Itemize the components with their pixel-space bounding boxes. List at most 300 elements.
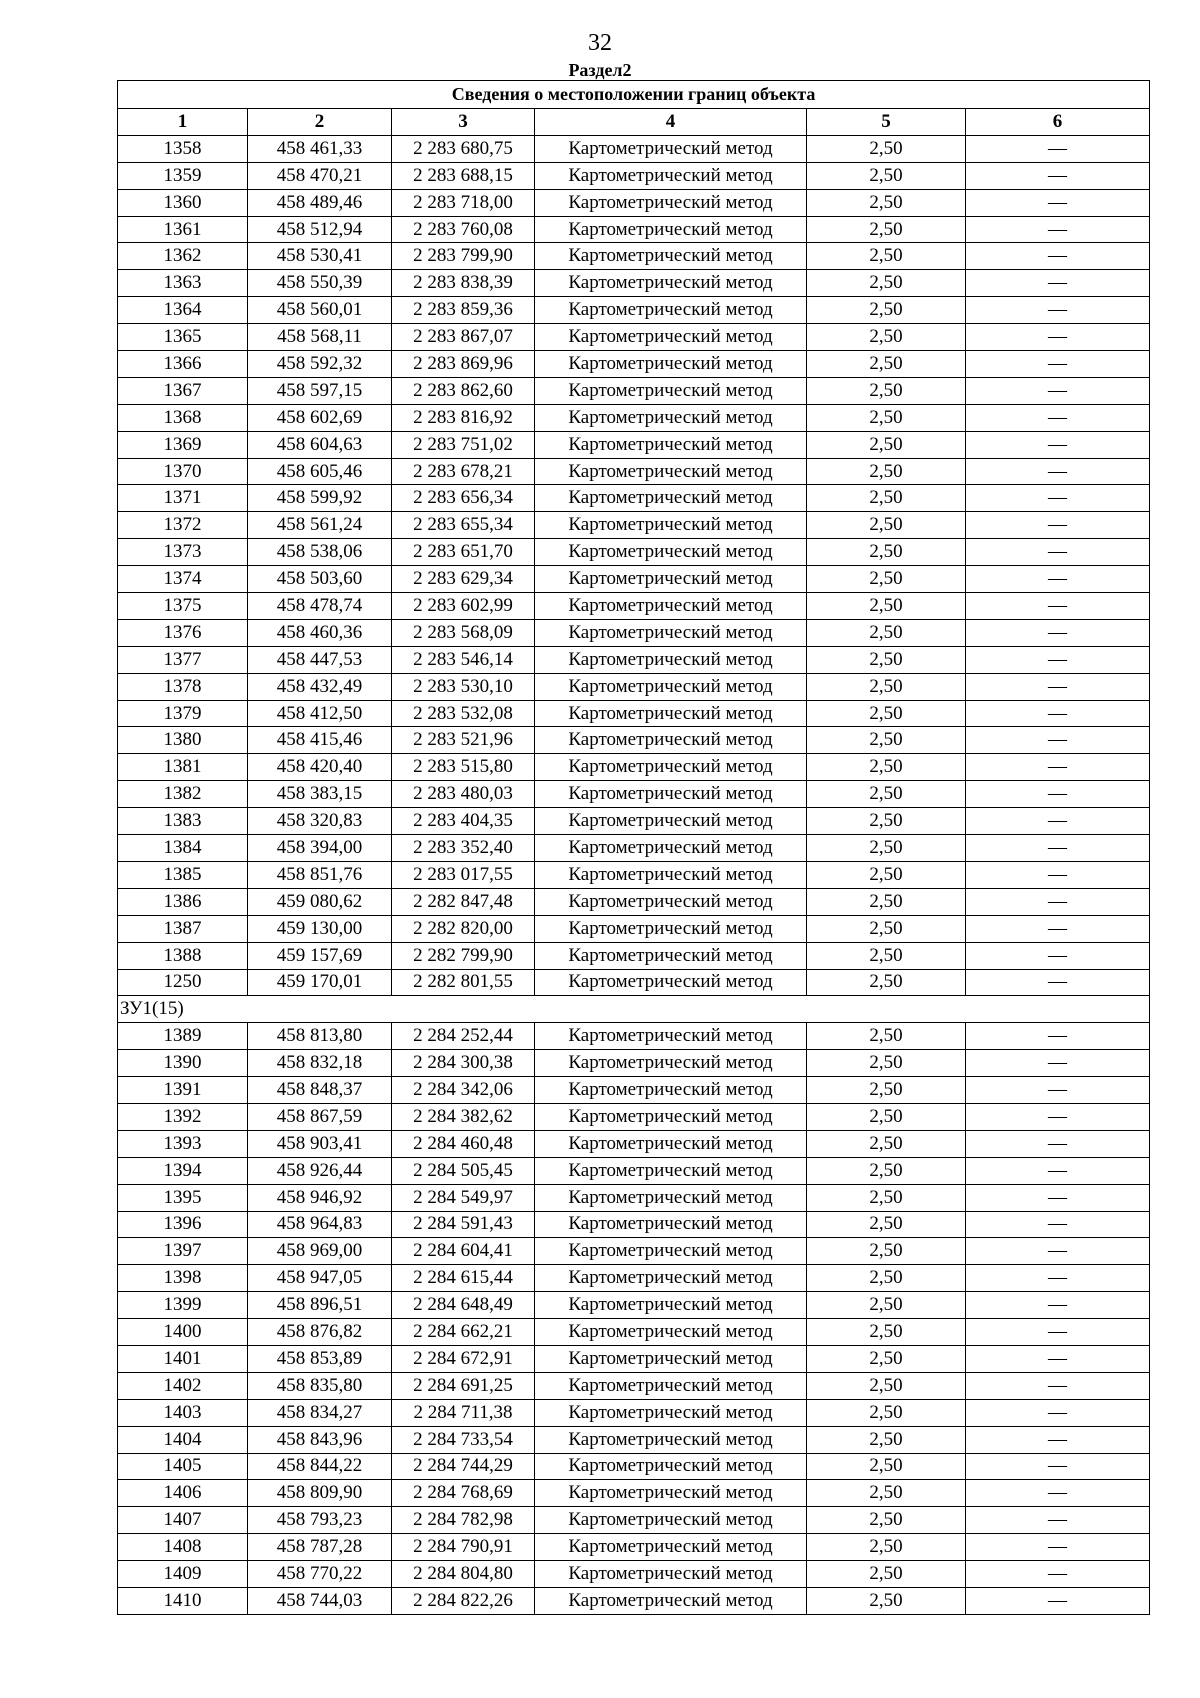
table-row	[118, 1292, 1150, 1319]
table-cell: Картометрический метод	[535, 781, 807, 808]
table-cell: 2 283 680,75	[392, 135, 535, 162]
table-cell: 458 848,37	[248, 1077, 392, 1104]
group-label: ЗУ1(15)	[118, 996, 1150, 1023]
table-cell: —	[966, 673, 1150, 700]
table-cell: —	[966, 754, 1150, 781]
table-cell: 2,50	[807, 404, 966, 431]
table-cell: 458 470,21	[248, 162, 392, 189]
table-cell: 458 809,90	[248, 1480, 392, 1507]
table-cell: 1409	[118, 1561, 248, 1588]
table-cell: 1386	[118, 888, 248, 915]
table-cell: —	[966, 593, 1150, 620]
table-cell: 458 432,49	[248, 673, 392, 700]
table-cell: Картометрический метод	[535, 942, 807, 969]
table-cell: Картометрический метод	[535, 351, 807, 378]
table-cell: 1358	[118, 135, 248, 162]
table-cell: Картометрический метод	[535, 458, 807, 485]
table-cell: 1396	[118, 1211, 248, 1238]
table-cell: 2,50	[807, 1399, 966, 1426]
table-row	[118, 1050, 1150, 1077]
table-cell: 2,50	[807, 1507, 966, 1534]
table-header-row	[118, 109, 1150, 136]
table-cell: Картометрический метод	[535, 1480, 807, 1507]
table-cell: 458 964,83	[248, 1211, 392, 1238]
table-cell: 2 283 688,15	[392, 162, 535, 189]
column-header: 3	[392, 109, 535, 136]
table-cell: 458 813,80	[248, 1023, 392, 1050]
table-row	[118, 1184, 1150, 1211]
table-cell: 458 969,00	[248, 1238, 392, 1265]
table-cell: —	[966, 1534, 1150, 1561]
table-row	[118, 1130, 1150, 1157]
table-cell: 1359	[118, 162, 248, 189]
table-cell: 2,50	[807, 700, 966, 727]
table-cell: 2,50	[807, 270, 966, 297]
table-cell: Картометрический метод	[535, 835, 807, 862]
table-cell: —	[966, 1507, 1150, 1534]
table-cell: 458 947,05	[248, 1265, 392, 1292]
table-cell: 2,50	[807, 942, 966, 969]
table-cell: —	[966, 566, 1150, 593]
table-cell: 2 284 804,80	[392, 1561, 535, 1588]
table-row	[118, 915, 1150, 942]
table-cell: 2,50	[807, 835, 966, 862]
table-cell: 1400	[118, 1319, 248, 1346]
table-cell: Картометрический метод	[535, 324, 807, 351]
table-cell: 2 284 672,91	[392, 1345, 535, 1372]
table-cell: 1387	[118, 915, 248, 942]
table-cell: Картометрический метод	[535, 915, 807, 942]
table-row	[118, 754, 1150, 781]
table-cell: Картометрический метод	[535, 539, 807, 566]
table-row	[118, 566, 1150, 593]
table-cell: 2 283 017,55	[392, 861, 535, 888]
table-row	[118, 1587, 1150, 1614]
table-cell: Картометрический метод	[535, 1426, 807, 1453]
table-cell: —	[966, 1050, 1150, 1077]
table-cell: 2,50	[807, 969, 966, 996]
table-cell: 1375	[118, 593, 248, 620]
table-cell: 2,50	[807, 915, 966, 942]
table-cell: —	[966, 1319, 1150, 1346]
table-row	[118, 351, 1150, 378]
table-cell: 2 284 591,43	[392, 1211, 535, 1238]
table-cell: 1376	[118, 619, 248, 646]
table-cell: 2 283 816,92	[392, 404, 535, 431]
table-cell: —	[966, 243, 1150, 270]
table-cell: 2 283 546,14	[392, 646, 535, 673]
table-cell: 1380	[118, 727, 248, 754]
table-cell: 2 283 530,10	[392, 673, 535, 700]
table-cell: 2,50	[807, 1157, 966, 1184]
table-cell: Картометрический метод	[535, 1507, 807, 1534]
table-cell: 2,50	[807, 754, 966, 781]
table-cell: 2,50	[807, 1319, 966, 1346]
table-row	[118, 1238, 1150, 1265]
table-cell: 2 284 505,45	[392, 1157, 535, 1184]
table-row	[118, 1319, 1150, 1346]
table-cell: 2 284 615,44	[392, 1265, 535, 1292]
table-row	[118, 1211, 1150, 1238]
table-cell: 2 283 838,39	[392, 270, 535, 297]
table-cell: 2 283 404,35	[392, 808, 535, 835]
table-body	[118, 135, 1150, 1614]
table-row	[118, 297, 1150, 324]
table-row	[118, 1372, 1150, 1399]
table-cell: —	[966, 1238, 1150, 1265]
table-cell: 2,50	[807, 1587, 966, 1614]
table-cell: —	[966, 1480, 1150, 1507]
table-cell: —	[966, 781, 1150, 808]
table-cell: 2 283 859,36	[392, 297, 535, 324]
table-cell: Картометрический метод	[535, 216, 807, 243]
table-cell: Картометрический метод	[535, 1399, 807, 1426]
table-cell: —	[966, 135, 1150, 162]
table-cell: —	[966, 270, 1150, 297]
table-cell: 458 320,83	[248, 808, 392, 835]
table-cell: 2,50	[807, 808, 966, 835]
table-cell: 2 283 867,07	[392, 324, 535, 351]
table-cell: 1363	[118, 270, 248, 297]
table-cell: 2,50	[807, 243, 966, 270]
table-cell: 2,50	[807, 377, 966, 404]
table-cell: 2 282 847,48	[392, 888, 535, 915]
table-cell: Картометрический метод	[535, 1319, 807, 1346]
table-cell: Картометрический метод	[535, 404, 807, 431]
column-header: 6	[966, 109, 1150, 136]
table-cell: 2 284 604,41	[392, 1238, 535, 1265]
table-cell: 458 834,27	[248, 1399, 392, 1426]
table-cell: 2 283 532,08	[392, 700, 535, 727]
table-cell: 1384	[118, 835, 248, 862]
table-cell: Картометрический метод	[535, 1265, 807, 1292]
table-cell: 2 282 801,55	[392, 969, 535, 996]
table-cell: Картометрический метод	[535, 1345, 807, 1372]
column-header: 5	[807, 109, 966, 136]
table-cell: 458 489,46	[248, 189, 392, 216]
table-cell: —	[966, 861, 1150, 888]
table-cell: 1390	[118, 1050, 248, 1077]
table-cell: 1379	[118, 700, 248, 727]
table-cell: 1406	[118, 1480, 248, 1507]
table-cell: 2 283 568,09	[392, 619, 535, 646]
table-cell: 1382	[118, 781, 248, 808]
table-cell: 458 503,60	[248, 566, 392, 593]
table-cell: 2 283 751,02	[392, 431, 535, 458]
table-row	[118, 861, 1150, 888]
table-row	[118, 808, 1150, 835]
table-cell: —	[966, 835, 1150, 862]
table-cell: Картометрический метод	[535, 1211, 807, 1238]
table-cell: 2 284 648,49	[392, 1292, 535, 1319]
table-cell: —	[966, 324, 1150, 351]
table-cell: 458 599,92	[248, 485, 392, 512]
table-cell: 2,50	[807, 458, 966, 485]
table-cell: Картометрический метод	[535, 1238, 807, 1265]
table-cell: 2 284 782,98	[392, 1507, 535, 1534]
table-cell: Картометрический метод	[535, 1077, 807, 1104]
table-cell: 1364	[118, 297, 248, 324]
table-cell: 458 744,03	[248, 1587, 392, 1614]
table-row	[118, 1023, 1150, 1050]
table-cell: —	[966, 1372, 1150, 1399]
table-cell: 459 157,69	[248, 942, 392, 969]
table-cell: 1404	[118, 1426, 248, 1453]
table-cell: 458 420,40	[248, 754, 392, 781]
table-cell: —	[966, 297, 1150, 324]
table-cell: 2,50	[807, 1561, 966, 1588]
table-cell: 458 538,06	[248, 539, 392, 566]
table-row	[118, 1453, 1150, 1480]
table-cell: 458 843,96	[248, 1426, 392, 1453]
table-cell: 459 130,00	[248, 915, 392, 942]
table-cell: 458 946,92	[248, 1184, 392, 1211]
table-cell: 2,50	[807, 1050, 966, 1077]
table-cell: 2,50	[807, 1265, 966, 1292]
table-row	[118, 431, 1150, 458]
table-row	[118, 135, 1150, 162]
table-cell: 1368	[118, 404, 248, 431]
table-cell: 2 284 460,48	[392, 1130, 535, 1157]
table-cell: 1372	[118, 512, 248, 539]
table-cell: Картометрический метод	[535, 1103, 807, 1130]
table-cell: 2,50	[807, 566, 966, 593]
table-cell: 458 604,63	[248, 431, 392, 458]
table-cell: —	[966, 1426, 1150, 1453]
table-cell: 2,50	[807, 673, 966, 700]
table-cell: —	[966, 942, 1150, 969]
table-cell: 2 283 521,96	[392, 727, 535, 754]
table-cell: Картометрический метод	[535, 270, 807, 297]
table-cell: 458 383,15	[248, 781, 392, 808]
table-row	[118, 189, 1150, 216]
table-cell: 1365	[118, 324, 248, 351]
table-cell: 2 283 602,99	[392, 593, 535, 620]
table-cell: 458 903,41	[248, 1130, 392, 1157]
table-cell: 458 461,33	[248, 135, 392, 162]
table-row	[118, 539, 1150, 566]
table-cell: 458 851,76	[248, 861, 392, 888]
table-cell: —	[966, 1292, 1150, 1319]
table-cell: —	[966, 888, 1150, 915]
table-cell: 2,50	[807, 1238, 966, 1265]
table-cell: 2,50	[807, 861, 966, 888]
table-cell: 1383	[118, 808, 248, 835]
table-cell: 1374	[118, 566, 248, 593]
table-cell: 2 284 342,06	[392, 1077, 535, 1104]
table-cell: 458 853,89	[248, 1345, 392, 1372]
table-cell: 2 283 862,60	[392, 377, 535, 404]
table-cell: Картометрический метод	[535, 1184, 807, 1211]
table-row	[118, 324, 1150, 351]
table-row	[118, 1265, 1150, 1292]
table-row	[118, 727, 1150, 754]
table-cell: 1377	[118, 646, 248, 673]
table-cell: 1373	[118, 539, 248, 566]
table-cell: 1371	[118, 485, 248, 512]
table-cell: —	[966, 969, 1150, 996]
table-cell: 1370	[118, 458, 248, 485]
table-cell: —	[966, 1265, 1150, 1292]
table-cell: 2,50	[807, 539, 966, 566]
table-cell: 458 867,59	[248, 1103, 392, 1130]
table-cell: 458 394,00	[248, 835, 392, 862]
table-cell: Картометрический метод	[535, 1587, 807, 1614]
table-cell: —	[966, 1399, 1150, 1426]
table-cell: 459 080,62	[248, 888, 392, 915]
table-cell: —	[966, 377, 1150, 404]
table-row	[118, 1077, 1150, 1104]
table-cell: 2 282 820,00	[392, 915, 535, 942]
table-cell: 2,50	[807, 512, 966, 539]
table-cell: 2,50	[807, 1023, 966, 1050]
table-cell: 2 283 352,40	[392, 835, 535, 862]
table-cell: 2 284 300,38	[392, 1050, 535, 1077]
table-cell: 2,50	[807, 1211, 966, 1238]
table-cell: Картометрический метод	[535, 754, 807, 781]
table-cell: Картометрический метод	[535, 431, 807, 458]
table-cell: Картометрический метод	[535, 593, 807, 620]
table-row	[118, 888, 1150, 915]
table-cell: 2 283 760,08	[392, 216, 535, 243]
table-title-row	[118, 81, 1150, 109]
table-cell: —	[966, 216, 1150, 243]
table-cell: 458 876,82	[248, 1319, 392, 1346]
table-cell: 2 284 822,26	[392, 1587, 535, 1614]
table-cell: —	[966, 351, 1150, 378]
table-row	[118, 404, 1150, 431]
table-row	[118, 1345, 1150, 1372]
table-cell: 2,50	[807, 135, 966, 162]
table-row	[118, 1157, 1150, 1184]
table-row	[118, 1426, 1150, 1453]
table-cell: 2,50	[807, 1372, 966, 1399]
table-cell: Картометрический метод	[535, 189, 807, 216]
table-cell: —	[966, 1130, 1150, 1157]
table-cell: Картометрический метод	[535, 1050, 807, 1077]
table-cell: 1405	[118, 1453, 248, 1480]
table-cell: 2,50	[807, 297, 966, 324]
table-row	[118, 942, 1150, 969]
table-cell: 2 283 799,90	[392, 243, 535, 270]
table-cell: —	[966, 700, 1150, 727]
table-cell: Картометрический метод	[535, 1292, 807, 1319]
table-cell: 2 284 790,91	[392, 1534, 535, 1561]
table-cell: Картометрический метод	[535, 1372, 807, 1399]
table-cell: 2,50	[807, 216, 966, 243]
table-cell: 458 605,46	[248, 458, 392, 485]
table-row	[118, 593, 1150, 620]
table-cell: 1393	[118, 1130, 248, 1157]
table-cell: 458 478,74	[248, 593, 392, 620]
table-row	[118, 1561, 1150, 1588]
table-cell: 2 283 480,03	[392, 781, 535, 808]
table-cell: 1362	[118, 243, 248, 270]
table-cell: 2,50	[807, 646, 966, 673]
table-cell: Картометрический метод	[535, 162, 807, 189]
table-cell: 2 284 382,62	[392, 1103, 535, 1130]
table-cell: Картометрический метод	[535, 297, 807, 324]
table-cell: 2 283 678,21	[392, 458, 535, 485]
table-cell: 458 550,39	[248, 270, 392, 297]
table-cell: —	[966, 808, 1150, 835]
table-cell: Картометрический метод	[535, 888, 807, 915]
table-cell: 2,50	[807, 485, 966, 512]
table-cell: 1385	[118, 861, 248, 888]
table-cell: 458 415,46	[248, 727, 392, 754]
table-cell: 459 170,01	[248, 969, 392, 996]
table-row	[118, 1534, 1150, 1561]
group-label-row	[118, 996, 1150, 1023]
table-cell: 2 282 799,90	[392, 942, 535, 969]
table-cell: 1389	[118, 1023, 248, 1050]
table-row	[118, 646, 1150, 673]
table-cell: Картометрический метод	[535, 727, 807, 754]
table-row	[118, 835, 1150, 862]
table-cell: Картометрический метод	[535, 135, 807, 162]
table-cell: 2,50	[807, 1130, 966, 1157]
table-cell: 2,50	[807, 619, 966, 646]
table-cell: 2 284 549,97	[392, 1184, 535, 1211]
table-cell: 458 787,28	[248, 1534, 392, 1561]
table-cell: 2,50	[807, 1184, 966, 1211]
table-cell: 1388	[118, 942, 248, 969]
table-cell: 1381	[118, 754, 248, 781]
table-cell: —	[966, 915, 1150, 942]
table-cell: Картометрический метод	[535, 673, 807, 700]
table-cell: 1410	[118, 1587, 248, 1614]
table-cell: 2,50	[807, 888, 966, 915]
table-cell: 458 844,22	[248, 1453, 392, 1480]
table-cell: —	[966, 458, 1150, 485]
table-cell: 2,50	[807, 431, 966, 458]
table-cell: 458 926,44	[248, 1157, 392, 1184]
table-cell: —	[966, 1023, 1150, 1050]
table-row	[118, 969, 1150, 996]
table-cell: —	[966, 539, 1150, 566]
table-row	[118, 619, 1150, 646]
table-row	[118, 162, 1150, 189]
table-cell: 2,50	[807, 1426, 966, 1453]
column-header: 2	[248, 109, 392, 136]
table-cell: 2 283 655,34	[392, 512, 535, 539]
table-cell: 1361	[118, 216, 248, 243]
table-cell: 1369	[118, 431, 248, 458]
table-cell: 2 283 629,34	[392, 566, 535, 593]
table-cell: 458 530,41	[248, 243, 392, 270]
table-cell: —	[966, 431, 1150, 458]
table-row	[118, 243, 1150, 270]
table-cell: 2 284 733,54	[392, 1426, 535, 1453]
table-cell: 1402	[118, 1372, 248, 1399]
table-cell: 2,50	[807, 1534, 966, 1561]
table-cell: 2 283 869,96	[392, 351, 535, 378]
table-cell: Картометрический метод	[535, 646, 807, 673]
table-cell: 2 283 718,00	[392, 189, 535, 216]
table-cell: 2,50	[807, 781, 966, 808]
table-cell: —	[966, 646, 1150, 673]
table-cell: 2,50	[807, 593, 966, 620]
table-cell: Картометрический метод	[535, 512, 807, 539]
table-cell: —	[966, 1077, 1150, 1104]
table-cell: 2,50	[807, 1453, 966, 1480]
table-cell: 1408	[118, 1534, 248, 1561]
table-cell: 2,50	[807, 727, 966, 754]
table-row	[118, 377, 1150, 404]
table-cell: 458 793,23	[248, 1507, 392, 1534]
table-cell: 1394	[118, 1157, 248, 1184]
table-row	[118, 1399, 1150, 1426]
